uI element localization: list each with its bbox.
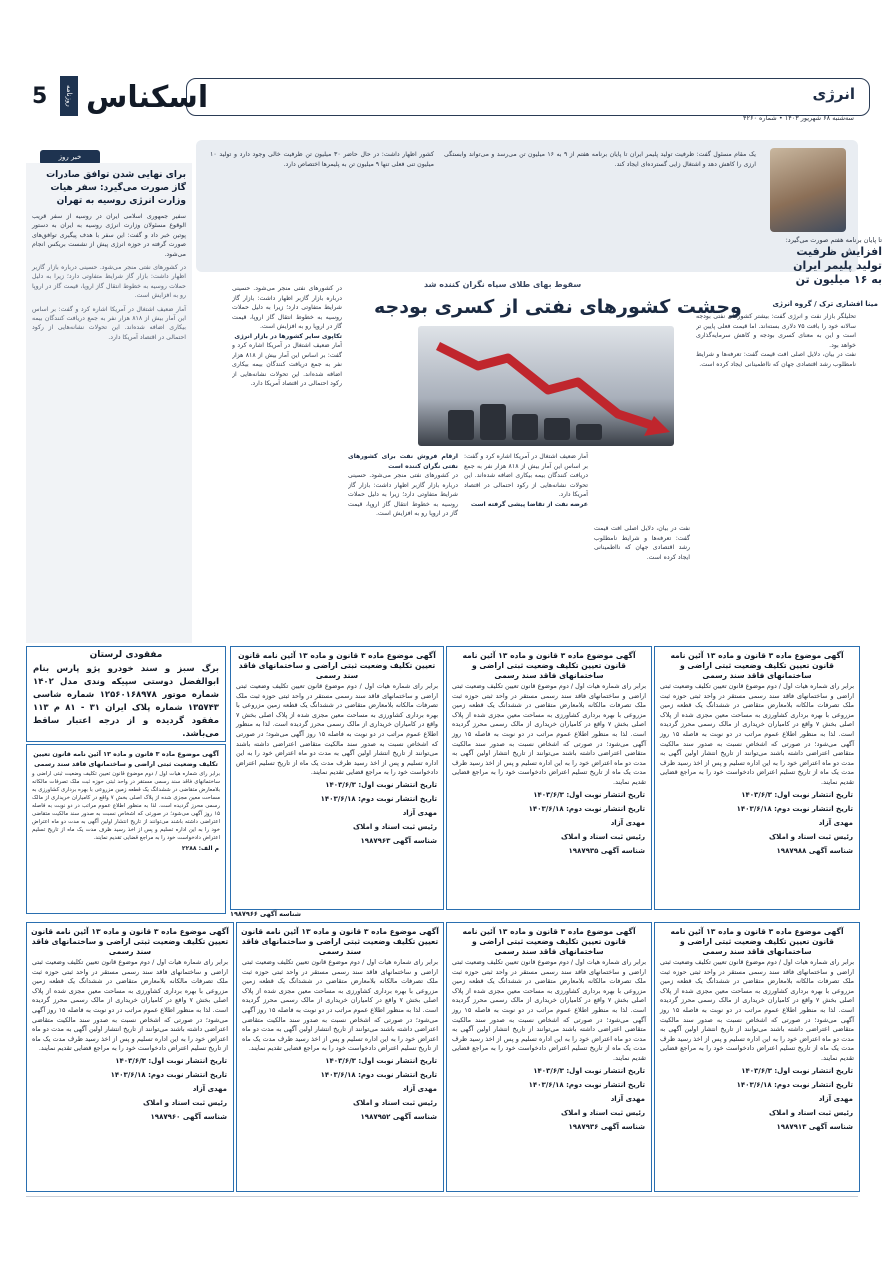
sidebar-tag: خبر روز [40, 150, 100, 165]
sidebar-body: در کشورهای نفتی منجر می‌شود. حسینی درباره بازار گازبر اظهار داشت: بازار گاز شرایط متفاوتی دارد؛ زیرا به دلیل حملات روسیه به خطوط انتقال گاز اروپا، قیمت گاز در اروپا رو به افزایش است. [32, 264, 186, 300]
oil-column-5 [232, 284, 342, 389]
oil-title: وحشت کشورهای نفتی از کسری بودجه [374, 296, 742, 318]
land-notice [230, 646, 444, 910]
oil-column-1 [696, 312, 856, 369]
notice-date-2: تاریخ انتشار نوبت دوم: ۱۴۰۳/۶/۱۸ [736, 1080, 853, 1089]
land-notice [236, 922, 444, 1192]
notice-code: شناسه آگهی ۱۹۸۷۹۵۲ [360, 1112, 437, 1121]
page-number: 5 [32, 84, 48, 109]
notice-date-2: تاریخ انتشار نوبت دوم: ۱۴۰۳/۶/۱۸ [320, 1070, 437, 1079]
notice-title: آگهی موضوع ماده ۳ قانون و ماده ۱۳ آئین نامه قانون تعیین تکلیف وضعیت ثبتی اراضی و ساختمانهای فاقد سند رسمی [238, 651, 436, 680]
notice-code: شناسه آگهی ۱۹۸۷۹۳۶ [568, 1122, 645, 1131]
notice-date-1: تاریخ انتشار نوبت اول: ۱۴۰۳/۶/۳ [533, 790, 645, 799]
notice-code: شناسه آگهی ۱۹۸۷۹۸۸ [776, 846, 853, 855]
oil-col4-text: نفت در بیان، دلایل اصلی افت قیمت گفت: تعرفه‌ها و شرایط نامطلوب رشد اقتصادی جهان که نااطمینانی ایجاد کرده است. [696, 351, 856, 368]
sidebar-body-2: آمار ضعیف اشتغال در آمریکا اشاره کرد و گفت: بر اساس این آمار بیش از ۸۱۸ هزار نفر به جمع دریافت کنندگان بیمه بیکاری اضافه شده‌اند. این تحولات نشانه‌هایی از رکود احتمالی در اقتصاد آمریکا دارد. [32, 305, 186, 341]
oil-kicker: سقوط بهای طلای سیاه نگران کننده شد [424, 280, 582, 289]
oil-subhead-3: تکاپوی سایر کشورها در بازار انرژی [234, 332, 342, 340]
masthead [0, 0, 896, 140]
notice-title: آگهی موضوع ماده ۳ قانون و ماده ۱۳ آئین نامه قانون تعیین تکلیف وضعیت ثبتی اراضی و ساختمانهای فاقد سند رسمی [462, 651, 636, 680]
lost-notice-title: مفقودی لرستان [89, 650, 163, 660]
notice-title: آگهی موضوع ماده ۳ قانون و ماده ۱۳ آئین نامه قانون تعیین تکلیف وضعیت ثبتی اراضی و ساختمانهای فاقد سند رسمی [670, 927, 844, 956]
newspaper-logo: اسکناس [86, 80, 209, 115]
polymer-body-a: یک مقام مسئول گفت: ظرفیت تولید پلیمر ایران تا پایان برنامه هفتم از ۹ به ۱۶ میلیون تن می‌رسد و می‌تواند وابستگی ارزی را کاهش دهد و اشتغال زایی گسترده‌ای ایجاد کند. [444, 151, 756, 168]
oil-column-3 [348, 452, 458, 519]
notice-date-2: تاریخ انتشار نوبت دوم: ۱۴۰۳/۶/۱۸ [320, 794, 437, 803]
sidebar-headline: برای نهایی شدن توافق صادرات گاز صورت می‌گیرد: سفر هیات وزارت انرژی روسیه به تهران [46, 170, 186, 206]
polymer-kicker: تا پایان برنامه هفتم صورت می‌گیرد: [785, 236, 882, 244]
land-notice [446, 646, 652, 910]
notice-date-2: تاریخ انتشار نوبت دوم: ۱۴۰۳/۶/۱۸ [110, 1070, 227, 1079]
notice-office: رئیس ثبت اسناد و املاک [143, 1098, 227, 1107]
land-notice [446, 922, 652, 1192]
notice-title: آگهی موضوع ماده ۳ قانون و ماده ۱۳ آئین نامه قانون تعیین تکلیف وضعیت ثبتی اراضی و ساختمانهای فاقد سند رسمی [241, 927, 439, 956]
oil-col2-text: آمار ضعیف اشتغال در آمریکا اشاره کرد و گفت: بر اساس این آمار بیش از ۸۱۸ هزار نفر به جمع دریافت کنندگان بیمه بیکاری اضافه شده‌اند. این تحولات نشانه‌هایی از رکود احتمالی در اقتصاد آمریکا دارد. [464, 453, 588, 498]
small-notice-title: آگهی موضوع ماده ۳ قانون و ماده ۱۳ آئین نامه قانون تعیین تکلیف وضعیت ثبتی اراضی و ساختمانهای فاقد سند رسمی [33, 750, 219, 768]
falling-arrow-graphic [418, 326, 674, 446]
notice-code: شناسه آگهی ۱۹۸۷۹۶۳ [360, 836, 437, 845]
notice-date-1: تاریخ انتشار نوبت اول: ۱۴۰۳/۶/۳ [115, 1056, 227, 1065]
sidebar-column [26, 163, 192, 643]
oil-subhead-2: ارقام فروش نفت برای کشورهای نفتی نگران کننده است [348, 453, 458, 470]
notice-office: رئیس ثبت اسناد و املاک [353, 1098, 437, 1107]
notice-office: رئیس ثبت اسناد و املاک [561, 1108, 645, 1117]
notice-date-1: تاریخ انتشار نوبت اول: ۱۴۰۳/۶/۳ [533, 1066, 645, 1075]
notice-office: رئیس ثبت اسناد و املاک [769, 1108, 853, 1117]
page-bottom-rule [26, 1196, 858, 1197]
land-notice [654, 646, 860, 910]
small-land-notice [26, 744, 226, 914]
oil-subhead-1: عرضه نفت از تقاضا پیشی گرفته است [470, 500, 588, 508]
notice-body: برابر رای شماره هیات اول / دوم موضوع قانون تعیین تکلیف وضعیت ثبتی اراضی و ساختمانهای فاقد سند رسمی مستقر در واحد ثبتی حوزه ثبت ملک تصرفات مالکانه بلامعارض متقاضی در ششدانگ یک قطعه زمین مزروعی با بهره برداری کشاورزی به مساحت معین مجزی شده از پلاک اصلی بخش ۷ واقع در کامیاران خریداری از مالک رسمی محرز گردیده است. لذا به منظور اطلاع عموم مراتب در دو نوبت به فاصله ۱۵ روز آگهی می‌شود؛ در صورتی که اشخاص نسبت به صدور سند مالکیت متقاضی اعتراضی داشته باشند می‌توانند از تاریخ انتشار اولین آگهی به مدت دو ماه اعتراض خود را به این اداره تسلیم و پس از اخذ رسید ظرف مدت یک ماه از تاریخ تسلیم اعتراض دادخواست خود را به مراجع قضایی تقدیم نمایند. [660, 958, 855, 1062]
sidebar-lead: سفیر جمهوری اسلامی ایران در روسیه از سفر قریب الوقوع مسئولان وزارت انرژی روسیه به ایران به دستور پوتین خبر داد و گفت: این سفر با هدف پیگیری توافق‌های صورت گرفته در حوزه انرژی پیش از نشست بریکس انجام می‌شود. [32, 213, 186, 258]
notice-office: رئیس ثبت اسناد و املاک [353, 822, 437, 831]
lost-notice-body: برگ سبز و سند خودرو پژو پارس بنام ابوالفضل دوستی سپیکه وندی مدل ۱۴۰۲ شماره موتور ۱۲۵۶۰۱۶۸۹۷۸ شماره شاسی ۱۳۵۷۴۳ شماره پلاک ایران ۳۱ - ۸۱ م ۱۱۳ مفقود گردیده و از درجه اعتبار ساقط می‌باشد. [33, 664, 219, 739]
notice-body: برابر رای شماره هیات اول / دوم موضوع قانون تعیین تکلیف وضعیت ثبتی اراضی و ساختمانهای فاقد سند رسمی مستقر در واحد ثبتی حوزه ثبت ملک تصرفات مالکانه بلامعارض متقاضی در ششدانگ یک قطعه زمین مزروعی با بهره برداری کشاورزی به مساحت معین مجزی شده از پلاک اصلی بخش ۷ واقع در کامیاران خریداری از مالک رسمی محرز گردیده است. لذا به منظور اطلاع عموم مراتب در دو نوبت به فاصله ۱۵ روز آگهی می‌شود؛ در صورتی که اشخاص نسبت به صدور سند مالکیت متقاضی اعتراضی داشته باشند می‌توانند از تاریخ انتشار اولین آگهی به مدت دو ماه اعتراض خود را به این اداره تسلیم و پس از اخذ رسید ظرف مدت یک ماه از تاریخ تسلیم اعتراض دادخواست خود را به مراجع قضایی تقدیم نمایند. [452, 682, 647, 786]
notice-date-2: تاریخ انتشار نوبت دوم: ۱۴۰۳/۶/۱۸ [736, 804, 853, 813]
issue-line: سه‌شنبه ۶۸ شهریور ۱۴۰۳ • شماره ۴۲۶۰ [742, 114, 854, 122]
section-title: انرژی [812, 85, 855, 103]
notice-body: برابر رای شماره هیات اول / دوم موضوع قانون تعیین تکلیف وضعیت ثبتی اراضی و ساختمانهای فاقد سند رسمی مستقر در واحد ثبتی حوزه ثبت ملک تصرفات مالکانه بلامعارض متقاضی در ششدانگ یک قطعه زمین مزروعی با بهره برداری کشاورزی به مساحت معین مجزی شده از پلاک اصلی بخش ۷ واقع در کامیاران خریداری از مالک رسمی محرز گردیده است. لذا به منظور اطلاع عموم مراتب در دو نوبت به فاصله ۱۵ روز آگهی می‌شود؛ در صورتی که اشخاص نسبت به صدور سند مالکیت متقاضی اعتراضی داشته باشند می‌توانند از تاریخ انتشار اولین آگهی به مدت دو ماه اعتراض خود را به این اداره تسلیم و پس از اخذ رسید ظرف مدت یک ماه از تاریخ تسلیم اعتراض دادخواست خود را به مراجع قضایی تقدیم نمایند. [32, 958, 229, 1053]
polymer-title: افزایش ظرفیت تولید پلیمر ایران به ۱۶ میلیون تن [793, 245, 882, 286]
oil-column-2 [464, 452, 588, 509]
oil-col3b-text: در کشورهای نفتی منجر می‌شود. حسینی درباره بازار گازبر اظهار داشت: بازار گاز شرایط متفاوتی دارد؛ زیرا به دلیل حملات روسیه به خطوط انتقال گاز اروپا، قیمت گاز در اروپا رو به افزایش است. [348, 472, 458, 517]
notice-signer: مهدی آزاد [818, 1094, 853, 1103]
notice-office: رئیس ثبت اسناد و املاک [561, 832, 645, 841]
oil-col3-text: در کشورهای نفتی منجر می‌شود. حسینی درباره بازار گازبر اظهار داشت: بازار گاز شرایط متفاوتی دارد؛ زیرا به دلیل حملات روسیه به خطوط انتقال گاز اروپا، قیمت گاز در اروپا رو به افزایش است. [232, 285, 342, 330]
notice-code: شناسه آگهی ۱۹۸۷۹۱۳ [776, 1122, 853, 1131]
notice-title: آگهی موضوع ماده ۳ قانون و ماده ۱۳ آئین نامه قانون تعیین تکلیف وضعیت ثبتی اراضی و ساختمانهای فاقد سند رسمی [462, 927, 636, 956]
notice-code: شناسه آگهی ۱۹۸۷۹۶۰ [150, 1112, 227, 1121]
land-notice [654, 922, 860, 1192]
notice-signer: مهدی آزاد [818, 818, 853, 827]
notice-code: شناسه آگهی ۱۹۸۷۹۳۵ [568, 846, 645, 855]
notice-signer: مهدی آزاد [402, 808, 437, 817]
notice-body: برابر رای شماره هیات اول / دوم موضوع قانون تعیین تکلیف وضعیت ثبتی اراضی و ساختمانهای فاقد سند رسمی مستقر در واحد ثبتی حوزه ثبت ملک تصرفات مالکانه بلامعارض متقاضی در ششدانگ یک قطعه زمین مزروعی با بهره برداری کشاورزی به مساحت معین مجزی شده از پلاک اصلی بخش ۷ واقع در کامیاران خریداری از مالک رسمی محرز گردیده است. لذا به منظور اطلاع عموم مراتب در دو نوبت به فاصله ۱۵ روز آگهی می‌شود؛ در صورتی که اشخاص نسبت به صدور سند مالکیت متقاضی اعتراضی داشته باشند می‌توانند از تاریخ انتشار اولین آگهی به مدت دو ماه اعتراض خود را به این اداره تسلیم و پس از اخذ رسید ظرف مدت یک ماه از تاریخ تسلیم اعتراض دادخواست خود را به مراجع قضایی تقدیم نمایند. [242, 958, 439, 1053]
notice-date-1: تاریخ انتشار نوبت اول: ۱۴۰۳/۶/۳ [325, 1056, 437, 1065]
oil-col1-text: تحلیلگر بازار نفت و انرژی گفت: بیشتر کشورهای نفتی بودجه سالانه خود را بافت ۷۵ دلاری بسته‌اند. اما قیمت فعلی پایین تر است و این به معنای کسری بودجه و کاهش سرمایه‌گذاری خواهد بود. [696, 313, 856, 349]
section-band [186, 78, 870, 116]
notice-title: آگهی موضوع ماده ۳ قانون و ماده ۱۳ آئین نامه قانون تعیین تکلیف وضعیت ثبتی اراضی و ساختمانهای فاقد سند رسمی [31, 927, 229, 956]
notice-body: برابر رای شماره هیات اول / دوم موضوع قانون تعیین تکلیف وضعیت ثبتی اراضی و ساختمانهای فاقد سند رسمی مستقر در واحد ثبتی حوزه ثبت ملک تصرفات مالکانه بلامعارض متقاضی در ششدانگ یک قطعه زمین مزروعی با بهره برداری کشاورزی به مساحت معین مجزی شده از پلاک اصلی بخش ۷ واقع در کامیاران خریداری از مالک رسمی محرز گردیده است. لذا به منظور اطلاع عموم مراتب در دو نوبت به فاصله ۱۵ روز آگهی می‌شود؛ در صورتی که اشخاص نسبت به صدور سند مالکیت متقاضی اعتراضی داشته باشند می‌توانند از تاریخ انتشار اولین آگهی به مدت دو ماه اعتراض خود را به این اداره تسلیم و پس از اخذ رسید ظرف مدت یک ماه از تاریخ تسلیم اعتراض دادخواست خود را به مراجع قضایی تقدیم نمایند. [452, 958, 647, 1062]
polymer-body-b: کشور اظهار داشت: در حال حاضر ۳۰ میلیون تن ظرفیت خالی وجود دارد و تولید ۱۰ میلیون تنی فعلی تنها ۹ میلیون تن به پلیمرها اختصاص دارد. [210, 151, 434, 168]
extra-notice-code: شناسه آگهی ۱۹۸۷۹۶۶ [230, 910, 302, 918]
small-notice-code: م الف: ۲۲۸۸ [181, 845, 219, 852]
small-notice-body: برابر رای شماره هیات اول / دوم موضوع قانون تعیین تکلیف وضعیت ثبتی اراضی و ساختمانهای فاقد سند رسمی مستقر در واحد ثبتی حوزه ثبت ملک تصرفات مالکانه بلامعارض متقاضی در ششدانگ یک قطعه زمین مزروعی با بهره برداری کشاورزی به مساحت معین مجزی شده از پلاک اصلی بخش ۷ واقع در کامیاران خریداری از مالک رسمی محرز گردیده است. لذا به منظور اطلاع عموم مراتب در دو نوبت به فاصله ۱۵ روز آگهی می‌شود؛ در صورتی که اشخاص نسبت به صدور سند مالکیت متقاضی اعتراضی داشته باشند می‌توانند از تاریخ انتشار اولین آگهی به مدت دو ماه اعتراض خود را به این اداره تسلیم و پس از اخذ رسید ظرف مدت یک ماه از تاریخ تسلیم اعتراض دادخواست خود را به مراجع قضایی تقدیم نمایند. [32, 771, 220, 841]
notice-date-1: تاریخ انتشار نوبت اول: ۱۴۰۳/۶/۳ [741, 1066, 853, 1075]
notice-title: آگهی موضوع ماده ۳ قانون و ماده ۱۳ آئین نامه قانون تعیین تکلیف وضعیت ثبتی اراضی و ساختمانهای فاقد سند رسمی [670, 651, 844, 680]
notice-signer: مهدی آزاد [402, 1084, 437, 1093]
notice-date-1: تاریخ انتشار نوبت اول: ۱۴۰۳/۶/۳ [741, 790, 853, 799]
notice-office: رئیس ثبت اسناد و املاک [769, 832, 853, 841]
oil-column-4 [594, 524, 690, 562]
notice-signer: مهدی آزاد [610, 1094, 645, 1103]
notice-date-1: تاریخ انتشار نوبت اول: ۱۴۰۳/۶/۳ [325, 780, 437, 789]
notice-body: برابر رای شماره هیات اول / دوم موضوع قانون تعیین تکلیف وضعیت ثبتی اراضی و ساختمانهای فاقد سند رسمی مستقر در واحد ثبتی حوزه ثبت ملک تصرفات مالکانه بلامعارض متقاضی در ششدانگ یک قطعه زمین مزروعی با بهره برداری کشاورزی به مساحت معین مجزی شده از پلاک اصلی بخش ۷ واقع در کامیاران خریداری از مالک رسمی محرز گردیده است. لذا به منظور اطلاع عموم مراتب در دو نوبت به فاصله ۱۵ روز آگهی می‌شود؛ در صورتی که اشخاص نسبت به صدور سند مالکیت متقاضی اعتراضی داشته باشند می‌توانند از تاریخ انتشار اولین آگهی به مدت دو ماه اعتراض خود را به این اداره تسلیم و پس از اخذ رسید ظرف مدت یک ماه از تاریخ تسلیم اعتراض دادخواست خود را به مراجع قضایی تقدیم نمایند. [660, 682, 855, 786]
notice-body: برابر رای شماره هیات اول / دوم موضوع قانون تعیین تکلیف وضعیت ثبتی اراضی و ساختمانهای فاقد سند رسمی مستقر در واحد ثبتی حوزه ثبت ملک تصرفات مالکانه بلامعارض متقاضی در ششدانگ یک قطعه زمین مزروعی با بهره برداری کشاورزی به مساحت معین مجزی شده از پلاک اصلی بخش ۷ واقع در کامیاران خریداری از مالک رسمی محرز گردیده است. لذا به منظور اطلاع عموم مراتب در دو نوبت به فاصله ۱۵ روز آگهی می‌شود؛ در صورتی که اشخاص نسبت به صدور سند مالکیت متقاضی اعتراضی داشته باشند می‌توانند از تاریخ انتشار اولین آگهی به مدت دو ماه اعتراض خود را به این اداره تسلیم و پس از اخذ رسید ظرف مدت یک ماه از تاریخ تسلیم اعتراض دادخواست خود را به مراجع قضایی تقدیم نمایند. [236, 682, 438, 777]
logo-badge: روزنامه اقتصادی [60, 76, 78, 116]
lost-document-notice [26, 646, 226, 742]
oil-barrels-photo [418, 326, 674, 446]
notice-signer: مهدی آزاد [610, 818, 645, 827]
official-photo [770, 148, 846, 232]
oil-col4b-text: نفت در بیان، دلایل اصلی افت قیمت گفت: تعرفه‌ها و شرایط نامطلوب رشد اقتصادی جهان که نااطمینانی ایجاد کرده است. [594, 525, 690, 561]
notice-signer: مهدی آزاد [192, 1084, 227, 1093]
notice-date-2: تاریخ انتشار نوبت دوم: ۱۴۰۳/۶/۱۸ [528, 804, 645, 813]
notice-date-2: تاریخ انتشار نوبت دوم: ۱۴۰۳/۶/۱۸ [528, 1080, 645, 1089]
land-notice [26, 922, 234, 1192]
polymer-headline-block [782, 236, 882, 287]
oil-byline: مینا افشاری ترک / گروه انرژی [772, 300, 878, 308]
oil-col2b-text: آمار ضعیف اشتغال در آمریکا اشاره کرد و گفت: بر اساس این آمار بیش از ۸۱۸ هزار نفر به جمع دریافت کنندگان بیمه بیکاری اضافه شده‌اند. این تحولات نشانه‌هایی از رکود احتمالی در اقتصاد آمریکا دارد. [232, 342, 342, 387]
